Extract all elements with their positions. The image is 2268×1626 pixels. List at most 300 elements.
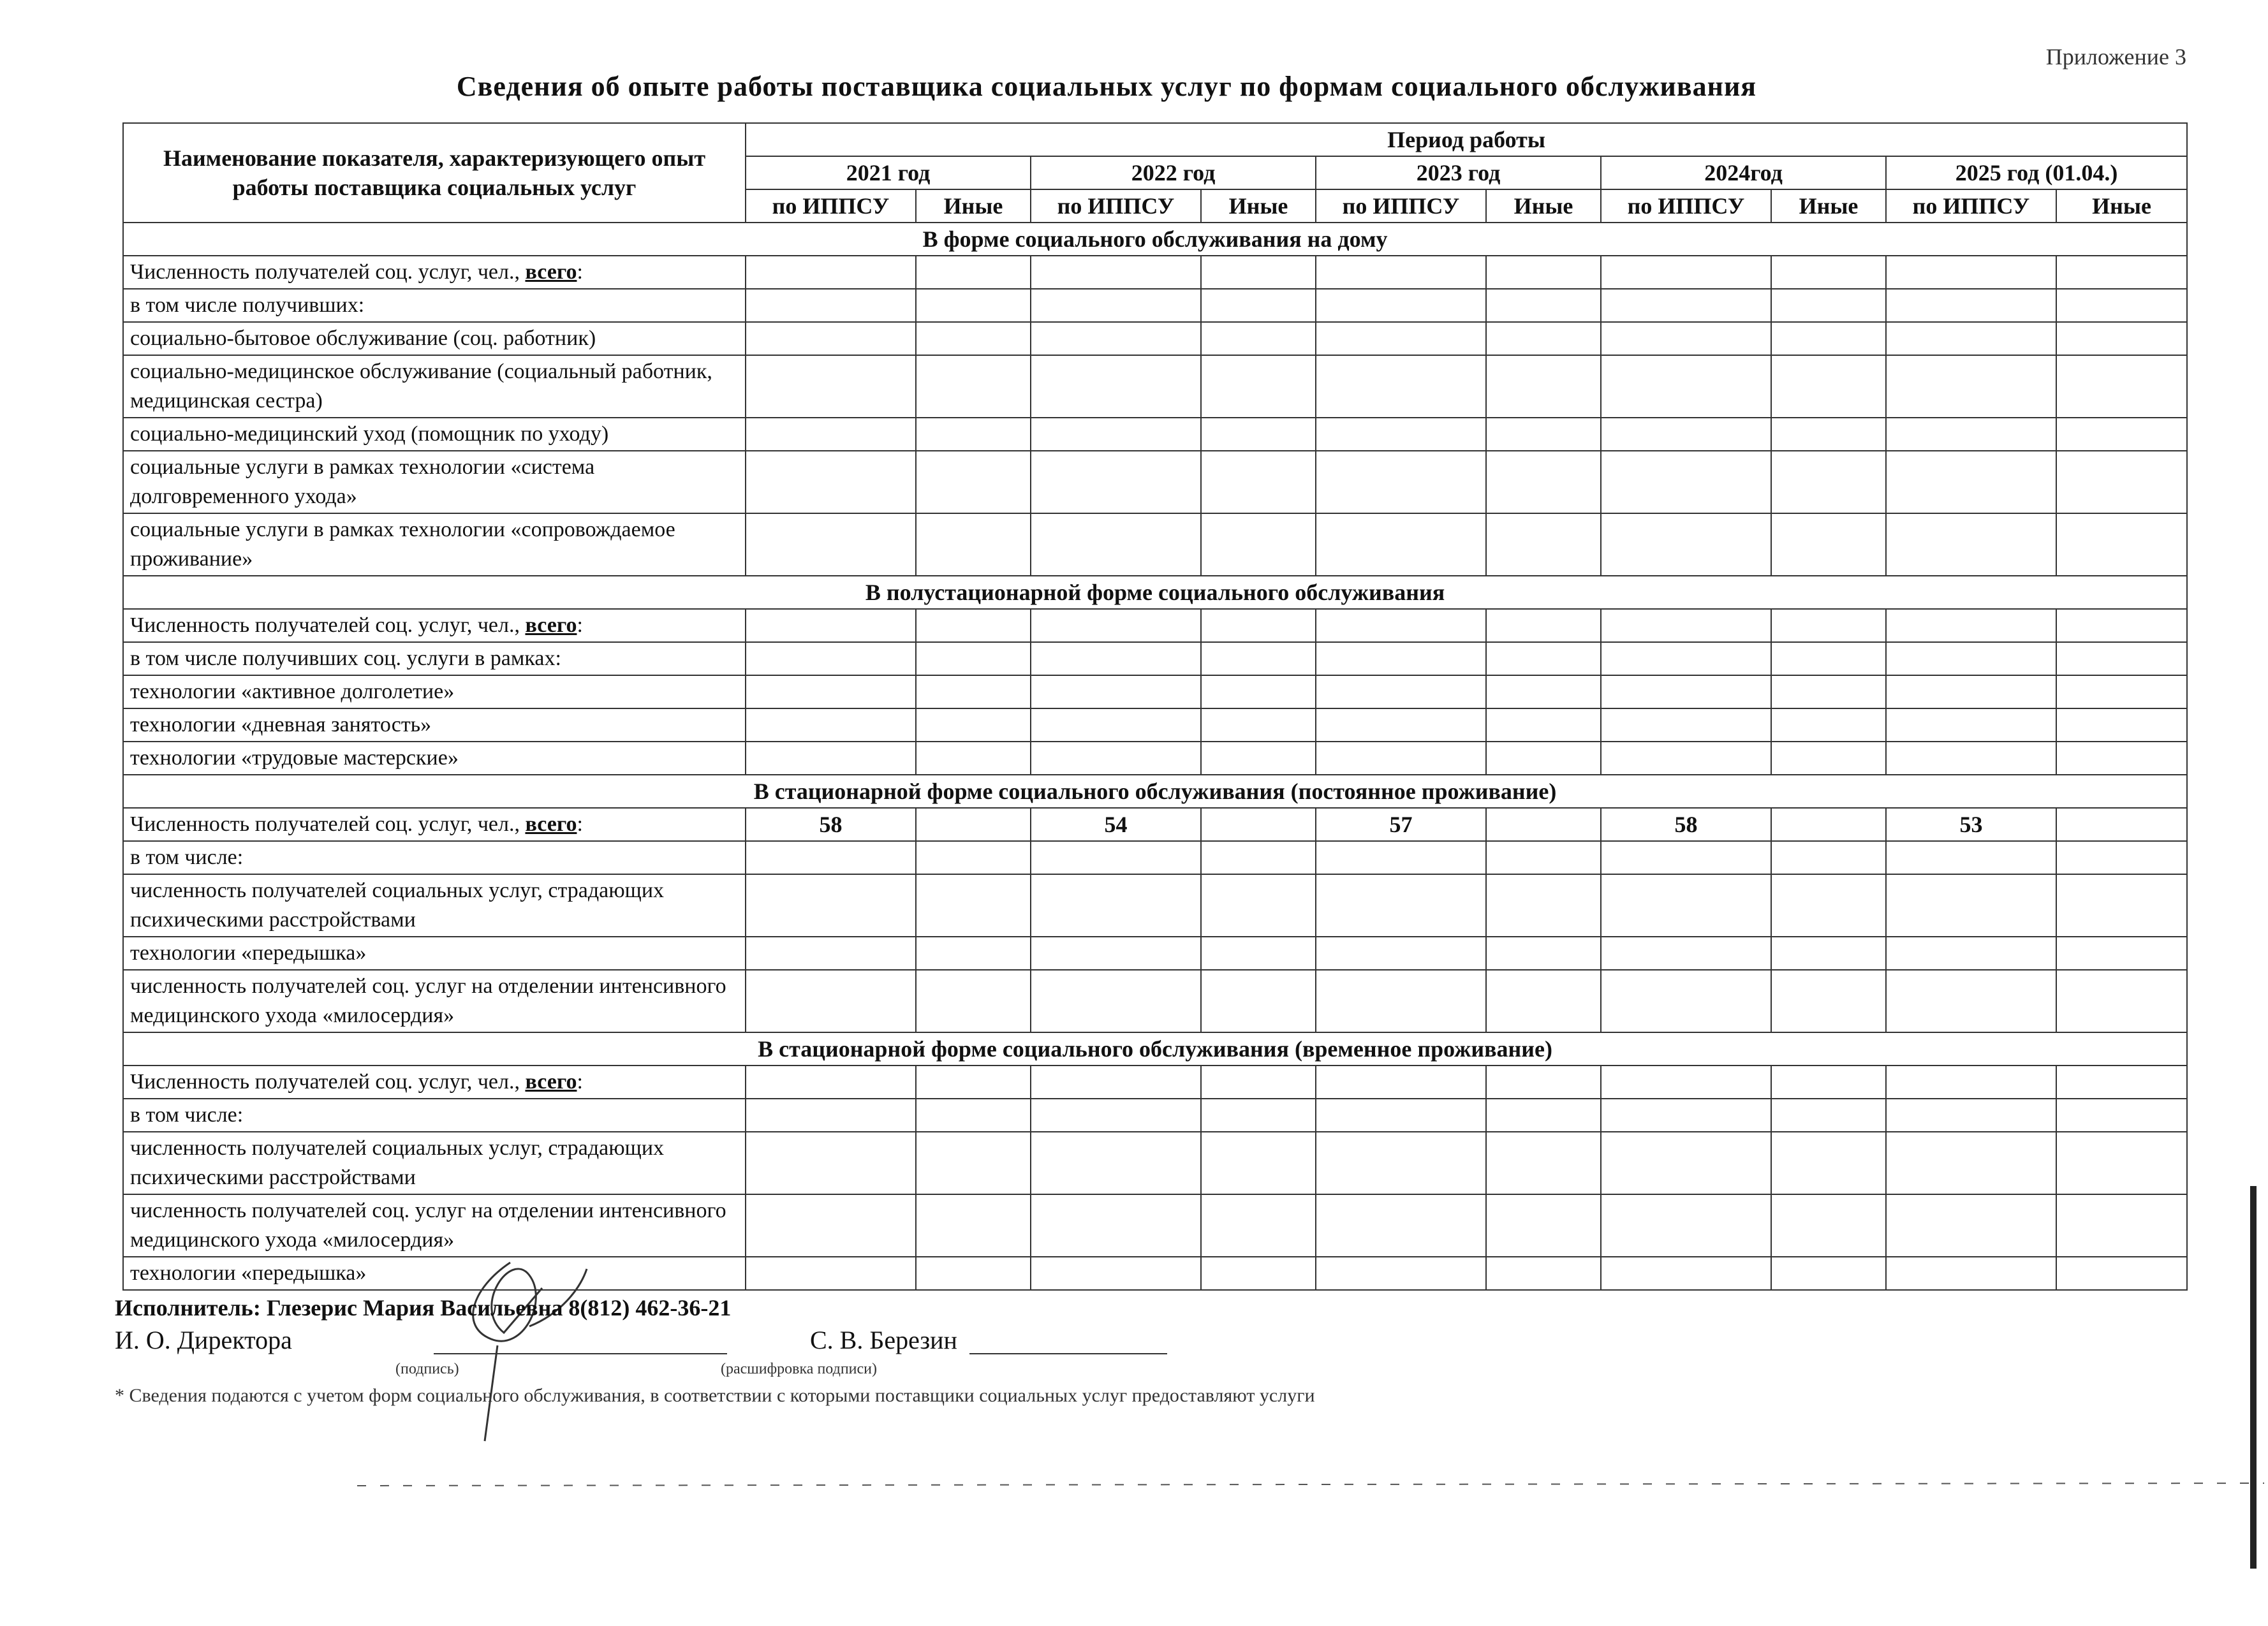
value-cell <box>1601 322 1771 355</box>
value-cell <box>1886 708 2056 742</box>
value-cell <box>1031 355 1201 418</box>
value-cell <box>746 1132 916 1194</box>
value-cell <box>1316 675 1486 708</box>
value-cell <box>2056 970 2187 1032</box>
row-label-text: численность получателей социальных услуг, страдающих психическими расстройствами <box>130 879 665 932</box>
value-cell <box>1201 808 1316 841</box>
value-cell <box>1031 874 1201 937</box>
row-label-text: социально-медицинский уход (помощник по уходу) <box>130 422 609 446</box>
table-row <box>123 708 2187 742</box>
value-cell <box>1316 1257 1486 1290</box>
value-cell <box>1486 355 1601 418</box>
value-cell <box>1601 289 1771 322</box>
value-cell <box>1601 970 1771 1032</box>
section-row <box>123 1032 2187 1066</box>
row-label-text: технологии «передышка» <box>130 1261 367 1285</box>
value-cell <box>2056 808 2187 841</box>
value-cell <box>1486 256 1601 289</box>
value-cell <box>746 642 916 675</box>
value-cell <box>1771 742 1886 775</box>
row-label-total: всего <box>525 1070 577 1094</box>
signature-line <box>434 1353 727 1354</box>
value-cell <box>1886 1257 2056 1290</box>
row-label-suffix: : <box>577 260 583 284</box>
value-cell <box>916 1257 1031 1290</box>
row-label-text: численность получателей социальных услуг, страдающих психическими расстройствами <box>130 1136 665 1189</box>
value-cell <box>1031 609 1201 642</box>
value-cell <box>1886 1132 2056 1194</box>
value-cell <box>1031 708 1201 742</box>
value-cell <box>916 1194 1031 1257</box>
value-cell <box>1201 675 1316 708</box>
value-cell <box>1486 418 1601 451</box>
value-cell <box>1771 1194 1886 1257</box>
value-cell <box>1486 1066 1601 1099</box>
value-cell <box>1031 451 1201 513</box>
scan-edge-mark <box>2250 1186 2257 1569</box>
value-cell <box>1201 937 1316 970</box>
value-cell <box>1316 513 1486 576</box>
table-row <box>123 808 2187 841</box>
value-cell <box>746 937 916 970</box>
value-cell <box>1771 708 1886 742</box>
executor-line: Исполнитель: Глезерис Мария Васильевна 8(812) 462-36-21 <box>115 1295 732 1321</box>
row-label-text: социально-медицинское обслуживание (социальный работник, медицинская сестра) <box>130 360 712 413</box>
value-cell <box>746 355 916 418</box>
value-cell <box>1601 1132 1771 1194</box>
value-cell <box>1316 874 1486 937</box>
value-cell <box>1886 451 2056 513</box>
value-cell <box>1886 742 2056 775</box>
row-label <box>123 322 746 355</box>
row-label-text: технологии «трудовые мастерские» <box>130 746 459 770</box>
value-cell <box>1201 1257 1316 1290</box>
table-row <box>123 1099 2187 1132</box>
section-title: В стационарной форме социального обслуживания (временное проживание) <box>123 1032 2187 1066</box>
value-cell <box>1316 451 1486 513</box>
value-cell <box>746 874 916 937</box>
value-cell <box>1771 322 1886 355</box>
row-label-total: всего <box>525 260 577 284</box>
value-cell <box>1601 874 1771 937</box>
value-cell <box>916 322 1031 355</box>
value-cell <box>1316 1132 1486 1194</box>
value-cell <box>1486 642 1601 675</box>
value-cell <box>746 289 916 322</box>
row-label-text: в том числе получивших: <box>130 293 365 317</box>
row-label-text: в том числе: <box>130 846 244 869</box>
table-row <box>123 609 2187 642</box>
decode-caption: (расшифровка подписи) <box>721 1361 877 1377</box>
value-cell <box>1316 708 1486 742</box>
table-row <box>123 1194 2187 1257</box>
table-row <box>123 451 2187 513</box>
value-cell <box>1771 418 1886 451</box>
value-cell <box>1201 322 1316 355</box>
value-cell <box>746 1257 916 1290</box>
row-label-text: технологии «передышка» <box>130 941 367 965</box>
subcol-ippsu: по ИППСУ <box>1031 189 1201 223</box>
row-label <box>123 708 746 742</box>
section-row <box>123 576 2187 609</box>
value-cell <box>1886 937 2056 970</box>
row-label-text: численность получателей соц. услуг на отделении интенсивного медицинского ухода «милосердия» <box>130 974 726 1027</box>
value-cell <box>746 970 916 1032</box>
row-label <box>123 451 746 513</box>
row-label <box>123 1132 746 1194</box>
value-cell <box>1771 1099 1886 1132</box>
appendix-label: Приложение 3 <box>2045 44 2186 70</box>
value-cell <box>2056 708 2187 742</box>
value-cell <box>1201 289 1316 322</box>
value-cell <box>746 1066 916 1099</box>
value-cell <box>1886 513 2056 576</box>
value-cell <box>1886 642 2056 675</box>
value-cell <box>1031 742 1201 775</box>
value-cell <box>1601 1099 1771 1132</box>
value-cell <box>1486 708 1601 742</box>
section-row <box>123 775 2187 808</box>
page-title: Сведения об опыте работы поставщика социальных услуг по формам социального обслуживания <box>456 71 1757 102</box>
value-cell <box>1601 841 1771 874</box>
row-label-text: в том числе: <box>130 1103 244 1127</box>
row-label-text: численность получателей соц. услуг на отделении интенсивного медицинского ухода «милосердия» <box>130 1199 726 1252</box>
value-cell <box>1486 1099 1601 1132</box>
table-row <box>123 642 2187 675</box>
row-label-suffix: : <box>577 1070 583 1094</box>
value-cell <box>1486 808 1601 841</box>
experience-table <box>122 122 2188 1291</box>
value-cell <box>2056 289 2187 322</box>
value-cell <box>1031 970 1201 1032</box>
value-cell <box>1601 609 1771 642</box>
subcol-other: Иные <box>916 189 1031 223</box>
row-label <box>123 808 746 841</box>
value-cell <box>1316 1194 1486 1257</box>
value-cell <box>1601 513 1771 576</box>
subcol-ippsu: по ИППСУ <box>1601 189 1771 223</box>
value-cell <box>916 841 1031 874</box>
value-cell <box>1201 1132 1316 1194</box>
value-cell <box>1601 256 1771 289</box>
value-cell <box>2056 1194 2187 1257</box>
value-cell <box>916 937 1031 970</box>
value-cell <box>746 609 916 642</box>
value-cell <box>1771 1132 1886 1194</box>
value-cell <box>746 418 916 451</box>
value-cell <box>1201 256 1316 289</box>
value-cell <box>1201 1194 1316 1257</box>
value-cell <box>2056 642 2187 675</box>
value-cell <box>1771 1257 1886 1290</box>
value-cell <box>916 355 1031 418</box>
value-cell <box>2056 742 2187 775</box>
value-cell <box>1486 451 1601 513</box>
value-cell <box>1031 256 1201 289</box>
table-row <box>123 841 2187 874</box>
value-cell <box>1486 1132 1601 1194</box>
value-cell <box>1771 289 1886 322</box>
value-cell <box>1886 322 2056 355</box>
year-header: 2023 год <box>1316 156 1601 189</box>
value-cell <box>2056 256 2187 289</box>
value-cell <box>2056 355 2187 418</box>
value-cell <box>1771 874 1886 937</box>
director-name: С. В. Березин <box>810 1326 957 1354</box>
value-cell <box>2056 1066 2187 1099</box>
year-header: 2024год <box>1601 156 1886 189</box>
value-cell <box>1316 418 1486 451</box>
value-cell <box>1886 256 2056 289</box>
row-label-text: социальные услуги в рамках технологии «система долговременного ухода» <box>130 455 595 508</box>
row-label-suffix: : <box>577 613 583 637</box>
row-label <box>123 937 746 970</box>
value-cell <box>1316 642 1486 675</box>
table-row <box>123 1066 2187 1099</box>
value-cell <box>1486 1194 1601 1257</box>
value-cell <box>1201 874 1316 937</box>
value-cell <box>1201 355 1316 418</box>
value-cell <box>1601 451 1771 513</box>
value-cell <box>1771 675 1886 708</box>
value-cell <box>746 451 916 513</box>
value-cell <box>1886 841 2056 874</box>
director-position: И. О. Директора <box>115 1326 292 1354</box>
row-label <box>123 609 746 642</box>
value-cell <box>746 1099 916 1132</box>
row-label <box>123 1194 746 1257</box>
value-cell <box>2056 418 2187 451</box>
value-cell: 57 <box>1316 808 1486 841</box>
row-label-total: всего <box>525 812 577 836</box>
value-cell <box>1486 609 1601 642</box>
value-cell <box>1201 742 1316 775</box>
name-underline <box>969 1353 1167 1354</box>
subcol-other: Иные <box>2056 189 2187 223</box>
value-cell <box>1486 322 1601 355</box>
value-cell <box>746 742 916 775</box>
value-cell <box>1201 418 1316 451</box>
value-cell <box>1201 970 1316 1032</box>
subcol-other: Иные <box>1486 189 1601 223</box>
value-cell <box>916 289 1031 322</box>
section-row <box>123 223 2187 256</box>
row-label <box>123 970 746 1032</box>
row-label-text: в том числе получивших соц. услуги в рамках: <box>130 647 561 670</box>
row-label <box>123 642 746 675</box>
row-label <box>123 874 746 937</box>
table-row <box>123 937 2187 970</box>
value-cell <box>916 874 1031 937</box>
value-cell <box>1031 1257 1201 1290</box>
footnote: * Сведения подаются с учетом форм социального обслуживания, в соответствии с которыми поставщики социальных услуг предоставляют услуги <box>115 1385 1315 1406</box>
value-cell <box>1201 609 1316 642</box>
table-row <box>123 970 2187 1032</box>
value-cell <box>916 513 1031 576</box>
value-cell <box>1486 289 1601 322</box>
table-row <box>123 322 2187 355</box>
value-cell <box>1771 1066 1886 1099</box>
value-cell <box>1031 322 1201 355</box>
value-cell <box>2056 609 2187 642</box>
section-title: В форме социального обслуживания на дому <box>123 223 2187 256</box>
value-cell <box>1316 742 1486 775</box>
value-cell <box>916 642 1031 675</box>
value-cell <box>2056 1099 2187 1132</box>
value-cell <box>2056 1132 2187 1194</box>
row-label-text: Численность получателей соц. услуг, чел., <box>130 260 526 284</box>
value-cell <box>1771 937 1886 970</box>
value-cell <box>916 808 1031 841</box>
value-cell <box>2056 322 2187 355</box>
value-cell <box>1601 937 1771 970</box>
subcol-other: Иные <box>1201 189 1316 223</box>
value-cell <box>2056 675 2187 708</box>
signature-caption: (подпись) <box>395 1361 459 1377</box>
section-title: В полустационарной форме социального обслуживания <box>123 576 2187 609</box>
value-cell <box>916 1066 1031 1099</box>
value-cell <box>1886 1194 2056 1257</box>
value-cell <box>1601 1066 1771 1099</box>
value-cell <box>1486 675 1601 708</box>
value-cell <box>1771 256 1886 289</box>
value-cell: 54 <box>1031 808 1201 841</box>
value-cell <box>916 742 1031 775</box>
value-cell <box>1316 289 1486 322</box>
value-cell <box>1031 1194 1201 1257</box>
row-label <box>123 289 746 322</box>
row-label-text: социальные услуги в рамках технологии «сопровождаемое проживание» <box>130 518 675 571</box>
value-cell <box>1486 874 1601 937</box>
table-row <box>123 418 2187 451</box>
value-cell <box>1316 1066 1486 1099</box>
value-cell <box>2056 1257 2187 1290</box>
value-cell <box>1031 937 1201 970</box>
value-cell <box>1886 289 2056 322</box>
value-cell <box>1201 1066 1316 1099</box>
value-cell <box>1031 841 1201 874</box>
scan-artifact <box>357 1473 2264 1498</box>
value-cell: 58 <box>1601 808 1771 841</box>
value-cell <box>916 1132 1031 1194</box>
section-title: В стационарной форме социального обслуживания (постоянное проживание) <box>123 775 2187 808</box>
value-cell <box>1316 841 1486 874</box>
table-row <box>123 1257 2187 1290</box>
value-cell <box>746 675 916 708</box>
value-cell <box>1771 355 1886 418</box>
table-row <box>123 675 2187 708</box>
row-label <box>123 256 746 289</box>
row-label <box>123 418 746 451</box>
value-cell <box>916 451 1031 513</box>
value-cell <box>1031 1099 1201 1132</box>
value-cell <box>746 322 916 355</box>
value-cell <box>916 1099 1031 1132</box>
value-cell <box>916 256 1031 289</box>
value-cell <box>2056 513 2187 576</box>
period-header: Период работы <box>746 123 2187 156</box>
director-line <box>115 1325 1263 1363</box>
value-cell <box>1486 937 1601 970</box>
table-row <box>123 742 2187 775</box>
row-label-text: технологии «активное долголетие» <box>130 680 455 703</box>
row-label <box>123 1099 746 1132</box>
value-cell <box>1316 256 1486 289</box>
value-cell <box>746 841 916 874</box>
value-cell <box>916 609 1031 642</box>
value-cell <box>1201 451 1316 513</box>
value-cell <box>1886 609 2056 642</box>
value-cell <box>1601 708 1771 742</box>
table-row <box>123 513 2187 576</box>
indicator-header: Наименование показателя, характеризующего опыт работы поставщика социальных услуг <box>123 123 746 223</box>
value-cell <box>2056 937 2187 970</box>
row-label <box>123 1066 746 1099</box>
value-cell <box>1031 513 1201 576</box>
value-cell <box>1886 675 2056 708</box>
value-cell <box>1601 355 1771 418</box>
value-cell <box>916 708 1031 742</box>
row-label <box>123 841 746 874</box>
value-cell <box>1201 642 1316 675</box>
value-cell <box>1886 1066 2056 1099</box>
value-cell <box>1201 1099 1316 1132</box>
value-cell <box>1771 970 1886 1032</box>
value-cell: 53 <box>1886 808 2056 841</box>
value-cell <box>1771 609 1886 642</box>
value-cell <box>1771 841 1886 874</box>
row-label-text: технологии «дневная занятость» <box>130 713 432 736</box>
year-header: 2022 год <box>1031 156 1316 189</box>
subcol-ippsu: по ИППСУ <box>1316 189 1486 223</box>
value-cell <box>1316 937 1486 970</box>
value-cell <box>1316 355 1486 418</box>
year-header: 2025 год (01.04.) <box>1886 156 2187 189</box>
value-cell <box>916 675 1031 708</box>
row-label <box>123 742 746 775</box>
value-cell <box>1031 675 1201 708</box>
value-cell <box>1316 970 1486 1032</box>
value-cell <box>1601 418 1771 451</box>
value-cell <box>1486 742 1601 775</box>
value-cell <box>916 970 1031 1032</box>
value-cell <box>1486 970 1601 1032</box>
value-cell <box>1031 418 1201 451</box>
row-label <box>123 513 746 576</box>
value-cell <box>1601 642 1771 675</box>
value-cell <box>1316 1099 1486 1132</box>
value-cell <box>746 513 916 576</box>
row-label-text: Численность получателей соц. услуг, чел., <box>130 1070 526 1094</box>
value-cell <box>1886 970 2056 1032</box>
row-label <box>123 355 746 418</box>
row-label-text: Численность получателей соц. услуг, чел., <box>130 613 526 637</box>
value-cell <box>1886 1099 2056 1132</box>
value-cell <box>1601 742 1771 775</box>
value-cell <box>1031 289 1201 322</box>
table-row <box>123 874 2187 937</box>
value-cell <box>746 256 916 289</box>
value-cell <box>1486 1257 1601 1290</box>
subcol-ippsu: по ИППСУ <box>746 189 916 223</box>
value-cell <box>1601 675 1771 708</box>
value-cell <box>1886 874 2056 937</box>
subcol-ippsu: по ИППСУ <box>1886 189 2056 223</box>
value-cell <box>1601 1194 1771 1257</box>
value-cell <box>1486 513 1601 576</box>
value-cell <box>1771 642 1886 675</box>
value-cell <box>1771 513 1886 576</box>
